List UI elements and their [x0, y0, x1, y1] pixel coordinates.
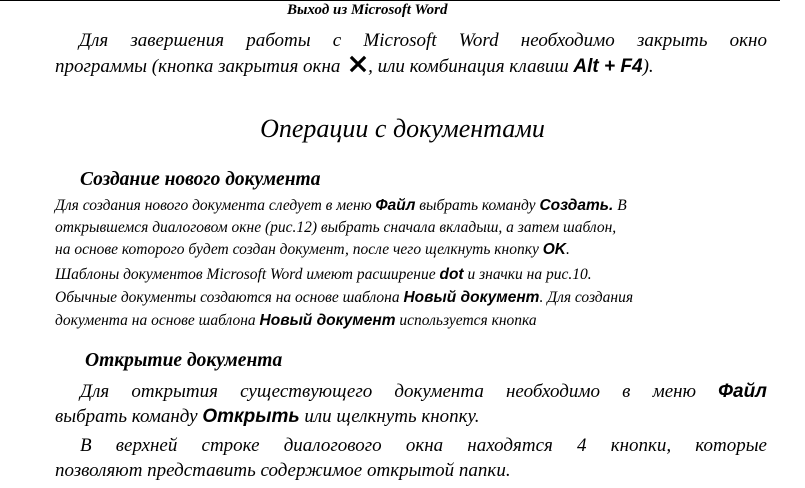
text-run: или щелкнуть кнопку. — [299, 406, 480, 427]
open-doc-heading: Открытие документа — [85, 350, 283, 371]
create-line-3 — [55, 241, 570, 259]
text-run: Для создания нового документа следует в меню — [55, 197, 376, 214]
text-run: ). — [642, 56, 654, 77]
create-line-6 — [55, 312, 537, 330]
section-title-exit: Выход из Microsoft Word — [287, 2, 448, 18]
open-line-1 — [80, 381, 767, 403]
close-window-icon — [349, 55, 367, 73]
text-run: и значки на рис.10. — [463, 266, 592, 283]
text-run: документа на основе шаблона — [55, 312, 260, 329]
open-line-4: позволяют представить содержимое открытой папки. — [55, 460, 511, 481]
menu-file-label: Файл — [718, 381, 767, 402]
text-run: Шаблоны документов Microsoft Word имеют расширение — [55, 266, 440, 283]
operations-heading: Операции с документами — [260, 114, 545, 143]
text-run: выбрать команду — [415, 197, 540, 214]
key-combo: Alt + F4 — [573, 56, 643, 77]
open-line-2 — [55, 406, 480, 428]
ok-button-label: OK — [542, 241, 566, 258]
template-name-label: Новый документ — [403, 289, 540, 306]
text-run: программы (кнопка закрытия окна — [55, 56, 346, 77]
open-line-3: В верхней строке диалогового окна находятся 4 кнопки, которые — [80, 435, 767, 456]
template-name-label: Новый документ — [259, 312, 396, 329]
create-line-4 — [55, 266, 592, 284]
create-line-1 — [55, 197, 627, 215]
exit-paragraph-line-1: Для завершения работы с Microsoft Word необходимо закрыть окно — [79, 30, 767, 51]
text-run: , или комбинация клавиш — [368, 56, 574, 77]
text-run: Для открытия существующего документа необходимо в меню — [80, 381, 719, 402]
extension-label: dot — [439, 266, 464, 283]
text-run: выбрать команду — [55, 406, 203, 427]
text-run: Обычные документы создаются на основе шаблона — [55, 289, 404, 306]
exit-paragraph-line-2 — [55, 55, 654, 78]
create-line-5 — [55, 289, 633, 307]
create-line-2: открывшемся диалоговом окне (рис.12) выбрать сначала вкладыш, а затем шаблон, — [55, 219, 617, 236]
create-doc-heading: Создание нового документа — [80, 169, 321, 190]
command-open-label: Открыть — [202, 406, 300, 427]
top-rule — [0, 0, 780, 1]
text-run: В — [613, 197, 627, 214]
text-run: используется кнопка — [395, 312, 537, 329]
command-create-label: Создать. — [539, 197, 614, 214]
text-run: . Для создания — [539, 289, 634, 306]
menu-file-label: Файл — [375, 197, 416, 214]
text-run: на основе которого будет создан документ, после чего щелкнуть кнопку — [55, 241, 543, 258]
text-run: . — [565, 241, 570, 258]
